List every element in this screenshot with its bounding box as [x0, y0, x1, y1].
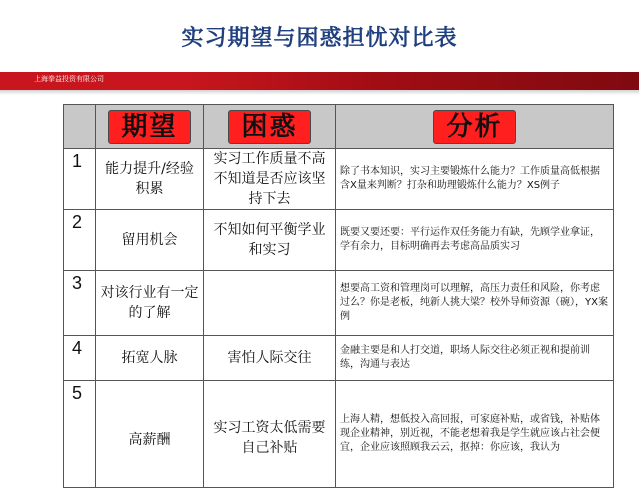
header-hope-cell [96, 105, 204, 149]
analysis-cell [336, 336, 614, 381]
hope-cell: 对该行业有一定的了解 [96, 271, 204, 336]
analysis-text: 既要又要还要：平行运作双任务能力有缺，先顾学业拿证，学有余力，目标明确再去考虑高品质实习 [340, 227, 600, 252]
brand-shadow [0, 90, 639, 95]
header-concern-cell [204, 105, 336, 149]
header-analysis-label: 分析 [433, 110, 515, 144]
analysis-text: 除了书本知识，实习主要锻炼什么能力？工作质量高低根据含X量来判断？打杂和助理锻炼什么能力？XS例子 [340, 166, 600, 191]
row-number: 3 [64, 271, 96, 336]
analysis-cell [336, 271, 614, 336]
table-row [64, 381, 614, 488]
header-analysis-cell [336, 105, 614, 149]
brand-text: 上海拳益投资有限公司 [34, 75, 104, 83]
comparison-table [63, 104, 614, 488]
hope-cell: 拓宽人脉 [96, 336, 204, 381]
row-number: 2 [64, 210, 96, 271]
header-number-cell [64, 105, 96, 149]
analysis-text: 上海人精，想低投入高回报，可家庭补贴，或省钱，补贴体现企业精神，别近视，不能老想着我是学生就应该占社会便宜，企业应该照顾我云云，抠掉：你应该，我认为 [340, 414, 600, 453]
hope-cell: 留用机会 [96, 210, 204, 271]
hope-cell: 高薪酬 [96, 381, 204, 488]
table-row [64, 336, 614, 381]
concern-cell: 不知如何平衡学业和实习 [204, 210, 336, 271]
concern-cell: 实习工作质量不高不知道是否应该坚持下去 [204, 149, 336, 210]
row-number: 4 [64, 336, 96, 381]
table-row [64, 210, 614, 271]
concern-cell [204, 271, 336, 336]
slide-title: 实习期望与困惑担忧对比表 [181, 26, 458, 51]
analysis-cell [336, 210, 614, 271]
brand-bar [0, 72, 639, 90]
header-concern-label: 困惑 [228, 110, 310, 144]
analysis-text: 金融主要是和人打交道，职场人际交往必须正视和提前训练，沟通与表达 [340, 345, 590, 370]
table-row [64, 271, 614, 336]
hope-cell: 能力提升/经验积累 [96, 149, 204, 210]
row-number: 1 [64, 149, 96, 210]
analysis-cell [336, 381, 614, 488]
table-header-row [64, 105, 614, 149]
row-number: 5 [64, 381, 96, 488]
header-hope-label: 期望 [108, 110, 190, 144]
analysis-text: 想要高工资和管理岗可以理解，高压力责任和风险，你考虑过么？你是老板，纯新人挑大梁？校外导师资源（碗），YX案例 [340, 283, 608, 322]
analysis-cell [336, 149, 614, 210]
concern-cell: 实习工资太低需要自己补贴 [204, 381, 336, 488]
table-row [64, 149, 614, 210]
comparison-table-wrap [63, 104, 613, 462]
concern-cell: 害怕人际交往 [204, 336, 336, 381]
